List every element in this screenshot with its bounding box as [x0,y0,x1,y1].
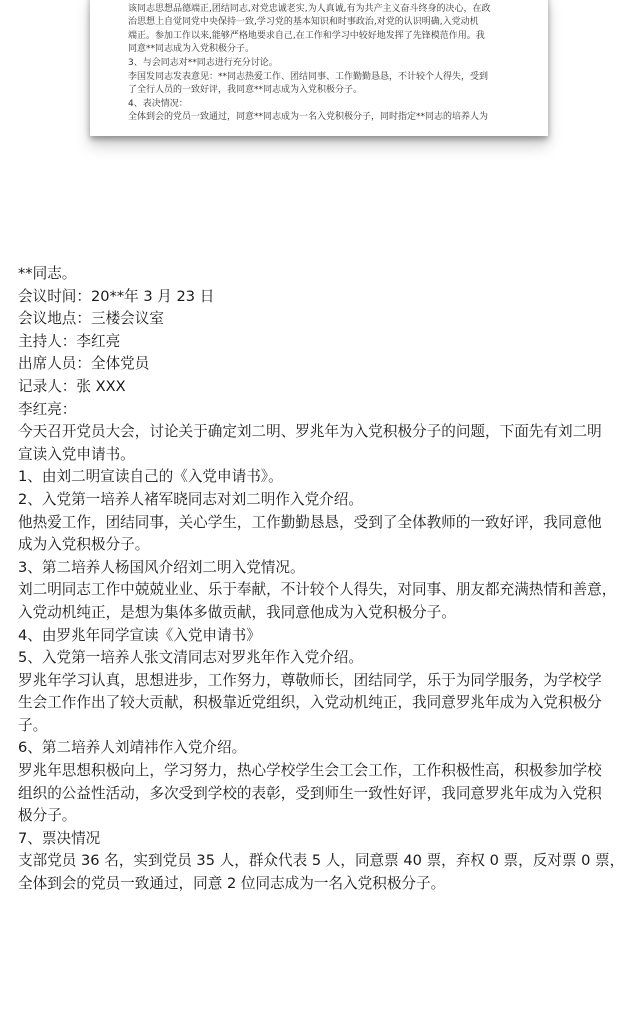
agenda-item: 2、入党第一培养人褚军晓同志对刘二明作入党介绍。 [18,490,363,508]
preview-line: 全体到会的党员一致通过，同意**同志成为一名入党积极分子，同时指定**同志的培养人为 [128,112,489,123]
body-line: 他热爱工作，团结同事，关心学生，工作勤勤恳恳，受到了全体教师的一致好评，我同意他 [18,513,602,531]
minutes-text [18,263,624,896]
body-line: 入党动机纯正，是想为集体多做贡献，我同意他成为入党积极分子。 [18,603,456,621]
agenda-item: 3、第二培养人杨国风介绍刘二明入党情况。 [18,558,305,576]
body-line: 组织的公益性活动，多次受到学校的表彰，受到师生一致性好评，我同意罗兆年成为入党积 [18,784,602,802]
document-preview [90,0,548,140]
speaker-label: 李红亮： [18,400,77,418]
preview-line: 3、与会同志对**同志进行充分讨论。 [128,57,278,68]
body-line: 罗兆年学习认真，思想进步，工作努力，尊敬师长，团结同学，乐于为同学服务，为学校学 [18,671,602,689]
preview-line: 该同志思想品德端正,团结同志,对党忠诚老实,为人真诚,有为共产主义奋斗终身的决心，在政 [128,3,491,14]
preview-line: 了全行人员的一致好评，我同意**同志成为入党积极分子。 [128,85,363,96]
body-line: 宣读入党申请书。 [18,445,135,463]
preview-line: 4、表决情况： [128,98,188,109]
agenda-item: 1、由刘二明宣读自己的《入党申请书》。 [18,468,283,486]
preview-line: 治思想上自觉同党中央保持一致,学习党的基本知识和时事政治,对党的认识明确,入党动机 [128,17,479,28]
preview-line: 李国发同志发表意见：**同志热爱工作、团结同事、工作勤勤恳恳，不计较个人得失，受到 [128,71,489,82]
meeting-location: 会议地点：三楼会议室 [18,310,164,328]
vote-result: 支部党员 36 名，实到党员 35 人，群众代表 5 人，同意票 40 票，弃权 0 票，反对票 0 票， [18,852,625,870]
document-page-image [90,0,548,136]
vote-result: 全体到会的党员一致通过，同意 2 位同志成为一名入党积极分子。 [18,875,446,893]
meeting-host: 主持人：李红亮 [18,332,121,350]
preview-line: 端正。参加工作以来,能够严格地要求自己,在工作和学习中较好地发挥了先锋模范作用。我 [128,30,485,41]
body-line: 生会工作作出了较大贡献，积极靠近党组织，入党动机纯正，我同意罗兆年成为入党积极分 [18,694,602,712]
body-line: 今天召开党员大会，讨论关于确定刘二明、罗兆年为入党积极分子的问题，下面先有刘二明 [18,423,602,441]
meeting-attendees: 出席人员：全体党员 [18,355,150,373]
meeting-time: 会议时间：20**年 3 月 23 日 [18,287,215,305]
body-line: 子。 [18,716,48,734]
body-line: **同志。 [18,265,77,282]
preview-line: 同意**同志成为入党积极分子。 [128,44,255,55]
body-line: 成为入党积极分子。 [18,536,150,554]
agenda-item: 4、由罗兆年同学宣读《入党申请书》 [18,626,261,644]
body-line: 罗兆年思想积极向上，学习努力，热心学校学生会工会工作，工作积极性高，积极参加学校 [18,762,602,780]
agenda-item: 7、票决情况 [18,829,101,847]
agenda-item: 6、第二培养人刘靖祎作入党介绍。 [18,739,247,757]
body-line: 刘二明同志工作中兢兢业业、乐于奉献，不计较个人得失，对同事、朋友都充满热情和善意， [18,581,617,599]
body-line: 极分子。 [18,807,77,825]
agenda-item: 5、入党第一培养人张文清同志对罗兆年作入党介绍。 [18,649,363,667]
meeting-recorder: 记录人：张 XXX [18,377,126,395]
